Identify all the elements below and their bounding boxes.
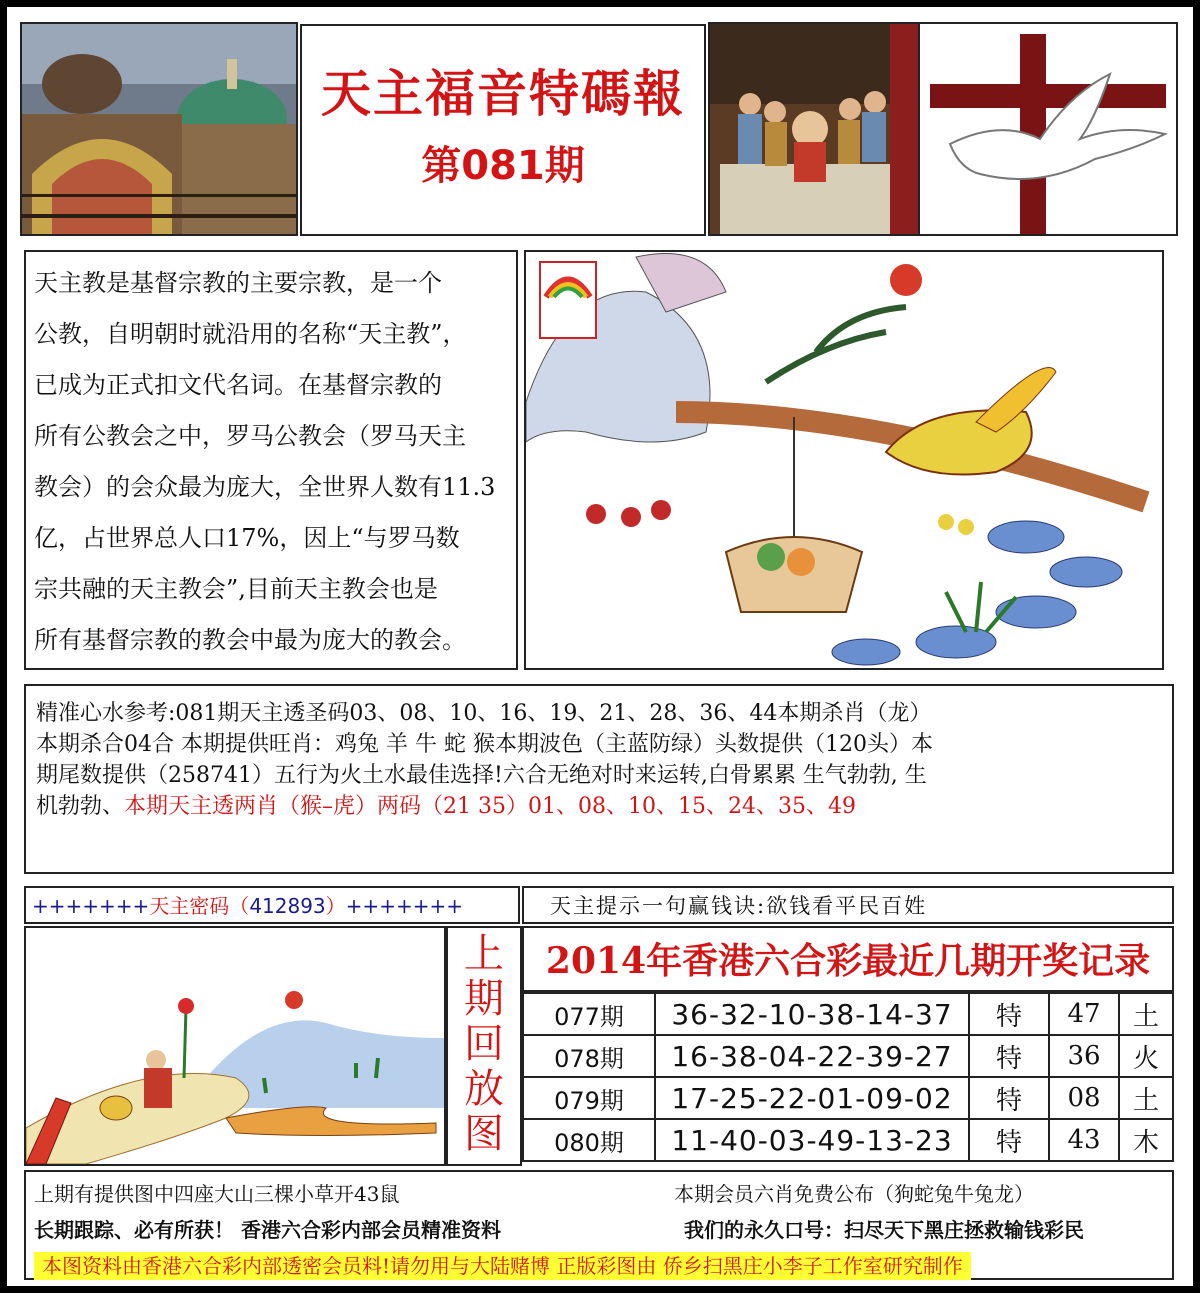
footer-note: 本期会员六肖免费公布（狗蛇兔牛兔龙） [674,1182,1034,1206]
masthead [300,24,706,236]
draw-period: 079期 [523,1077,655,1119]
vertical-char: 放 [464,1066,504,1112]
footer [24,1170,1174,1280]
element: 土 [1119,1077,1173,1119]
cross-dove-image [920,22,1178,236]
footer-banner: 本图资料由香港六合彩内部透密会员料!请勿用与大陆赌博 正版彩图由 侨乡扫黑庄小李子工作室研究制作 [34,1252,971,1280]
landscape-illustration [24,926,446,1166]
special-label: 特 [969,1077,1049,1119]
draw-numbers: 11-40-03-49-13-23 [655,1119,969,1161]
special-number: 47 [1049,993,1119,1035]
intro-line: 所有公教会之中，罗马公教会（罗马天主 [34,422,466,450]
reference-line: 本期杀合04合 本期提供旺肖：鸡兔 羊 牛 蛇 猴本期波色（主蓝防绿）头数提供（120头）本 [36,732,933,757]
table-row [523,1035,1173,1077]
special-number: 08 [1049,1077,1119,1119]
draw-records-title: 2014年香港六合彩最近几期开奖记录 [522,926,1174,992]
footer-note: 上期有提供图中四座大山三棵小草开43鼠 [34,1182,400,1206]
intro-line: 所有基督宗教的教会中最为庞大的教会。 [34,626,466,654]
vertical-char: 上 [464,931,504,977]
element: 火 [1119,1035,1173,1077]
code-value: 412893 [249,894,326,918]
reference-line [36,791,1162,822]
special-label: 特 [969,993,1049,1035]
element: 土 [1119,993,1173,1035]
code-close: ） [325,894,346,918]
special-label: 特 [969,1119,1049,1161]
table-row [523,1119,1173,1161]
draw-period: 077期 [523,993,655,1035]
special-number: 43 [1049,1119,1119,1161]
reference-text: 机勃勃、 [36,794,125,819]
church-image [20,22,298,236]
draw-period: 080期 [523,1119,655,1161]
code-suffix: +++++++ [345,894,463,918]
last-supper-image [708,22,920,236]
intro-article [24,250,518,670]
winning-tip: 天主提示一句赢钱诀:欲钱看平民百姓 [522,886,1174,924]
paper-title: 天主福音特碼報 [321,65,685,123]
footer-slogan: 我们的永久口号：扫尽天下黑庄拯救输钱彩民 [684,1218,1084,1242]
draw-numbers: 16-38-04-22-39-27 [655,1035,969,1077]
code-prefix: +++++++ [32,894,150,918]
issue-number: 第081期 [421,143,585,189]
element: 木 [1119,1119,1173,1161]
reference-block [24,684,1174,874]
intro-line: 亿，占世界总人口17%，因上“与罗马数 [34,524,460,552]
reference-highlight: 本期天主透两肖（猴–虎）两码（21 35）01、08、10、15、24、35、49 [124,794,856,819]
vertical-char: 图 [464,1111,504,1157]
bird-basket-illustration [524,250,1164,670]
intro-line: 天主教是基督宗教的主要宗教，是一个 [34,269,442,297]
secret-code [24,886,520,924]
last-issue-label [446,926,522,1166]
table-row [523,993,1173,1035]
intro-line: 公教，自明朝时就沿用的名称“天主教”， [34,320,467,348]
intro-line: 宗共融的天主教会”,目前天主教会也是 [34,575,438,603]
intro-line: 已成为正式扣文代名词。在基督宗教的 [34,371,442,399]
vertical-char: 期 [464,976,504,1022]
table-row [523,1077,1173,1119]
reference-line: 精准心水参考:081期天主透圣码03、08、10、16、19、21、28、36、44本期杀肖（龙） [36,701,932,726]
footer-slogan: 长期跟踪、必有所获！ 香港六合彩内部会员精准资料 [34,1218,501,1242]
code-label: 天主密码（ [149,894,250,918]
reference-line: 期尾数提供（258741）五行为火土水最佳选择!六合无绝对时来运转,白骨累累 生气勃勃, 生 [36,763,927,788]
intro-line: 教会）的会众最为庞大，全世界人数有11.3 [34,473,496,501]
draw-period: 078期 [523,1035,655,1077]
vertical-char: 回 [464,1021,504,1067]
special-number: 36 [1049,1035,1119,1077]
draw-numbers: 17-25-22-01-09-02 [655,1077,969,1119]
special-label: 特 [969,1035,1049,1077]
draw-records-table [522,992,1174,1162]
draw-numbers: 36-32-10-38-14-37 [655,993,969,1035]
